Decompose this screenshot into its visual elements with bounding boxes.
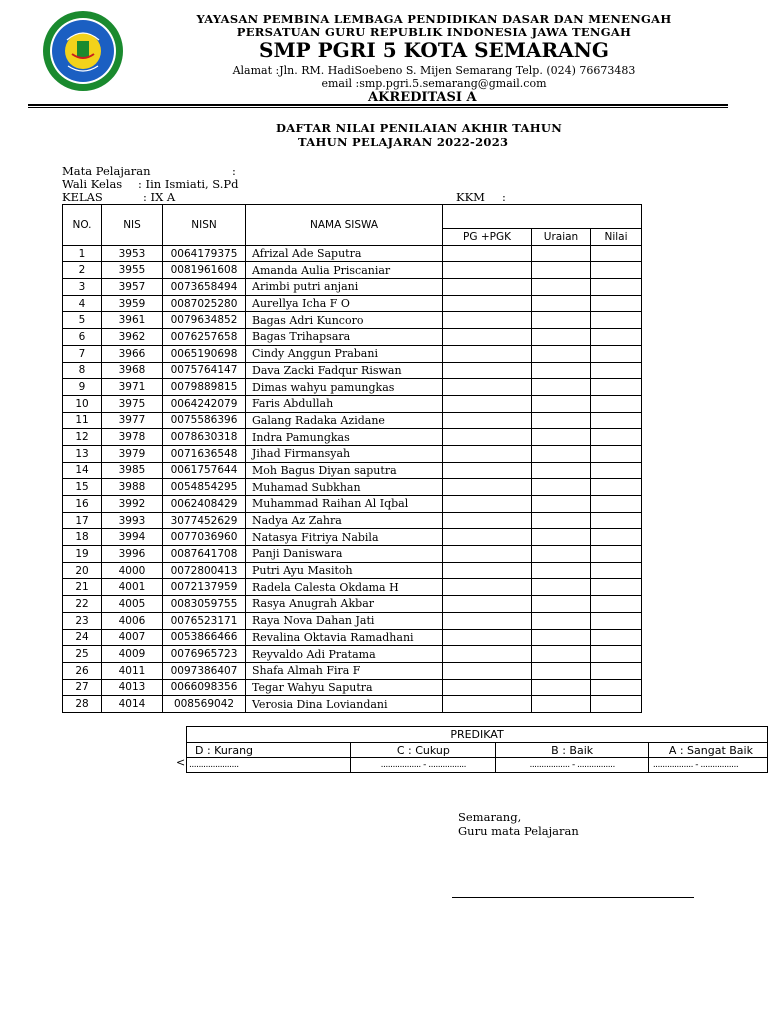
row-name-cell: Aurellya Icha F O xyxy=(246,295,443,312)
row-uraian-cell[interactable] xyxy=(532,646,591,663)
row-pg-cell[interactable] xyxy=(443,262,532,279)
table-row xyxy=(63,579,642,596)
row-pg-cell[interactable] xyxy=(443,562,532,579)
table-row xyxy=(63,395,642,412)
row-name-cell: Jihad Firmansyah xyxy=(246,445,443,462)
row-name-cell: Revalina Oktavia Ramadhani xyxy=(246,629,443,646)
row-nis-cell: 3959 xyxy=(102,295,163,312)
row-nisn-cell: 0079889815 xyxy=(163,379,246,396)
row-no-cell: 18 xyxy=(63,529,102,546)
row-uraian-cell[interactable] xyxy=(532,312,591,329)
row-name-cell: Bagas Adri Kuncoro xyxy=(246,312,443,329)
row-nilai-cell[interactable] xyxy=(591,395,642,412)
table-row xyxy=(63,596,642,613)
row-pg-cell[interactable] xyxy=(443,329,532,346)
row-nilai-cell[interactable] xyxy=(591,245,642,262)
row-nis-cell: 4011 xyxy=(102,662,163,679)
row-nilai-cell[interactable] xyxy=(591,262,642,279)
row-nis-cell: 3979 xyxy=(102,445,163,462)
row-uraian-cell[interactable] xyxy=(532,429,591,446)
row-nis-cell: 3962 xyxy=(102,329,163,346)
row-nilai-cell[interactable] xyxy=(591,579,642,596)
class-label: KELAS xyxy=(62,190,103,204)
row-nilai-cell[interactable] xyxy=(591,529,642,546)
row-nisn-cell: 0072800413 xyxy=(163,562,246,579)
row-pg-cell[interactable] xyxy=(443,295,532,312)
row-nisn-cell: 0073658494 xyxy=(163,279,246,296)
row-nisn-cell: 0081961608 xyxy=(163,262,246,279)
table-row xyxy=(63,512,642,529)
row-name-cell: Panji Daniswara xyxy=(246,546,443,563)
row-nisn-cell: 0075586396 xyxy=(163,412,246,429)
row-nisn-cell: 0064242079 xyxy=(163,395,246,412)
row-pg-cell[interactable] xyxy=(443,362,532,379)
table-row xyxy=(63,529,642,546)
table-row xyxy=(63,312,642,329)
row-no-cell: 15 xyxy=(63,479,102,496)
grade-d-label: D : Kurang xyxy=(187,743,351,758)
grades-body xyxy=(63,245,642,712)
row-nisn-cell: 0078630318 xyxy=(163,429,246,446)
class-value: : IX A xyxy=(143,190,176,204)
row-no-cell: 2 xyxy=(63,262,102,279)
row-nis-cell: 3993 xyxy=(102,512,163,529)
row-nis-cell: 3953 xyxy=(102,245,163,262)
row-nilai-cell[interactable] xyxy=(591,629,642,646)
row-no-cell: 26 xyxy=(63,662,102,679)
row-nis-cell: 3955 xyxy=(102,262,163,279)
table-row xyxy=(63,662,642,679)
row-nis-cell: 4005 xyxy=(102,596,163,613)
table-row xyxy=(63,429,642,446)
row-name-cell: Putri Ayu Masitoh xyxy=(246,562,443,579)
row-pg-cell[interactable] xyxy=(443,462,532,479)
predikat-marker: < xyxy=(176,756,186,769)
row-pg-cell[interactable] xyxy=(443,629,532,646)
row-no-cell: 11 xyxy=(63,412,102,429)
row-nilai-cell[interactable] xyxy=(591,479,642,496)
row-uraian-cell[interactable] xyxy=(532,329,591,346)
row-uraian-cell[interactable] xyxy=(532,245,591,262)
school-address: Alamat :Jln. RM. HadiSoebeno S. Mijen Semarang Telp. (024) 76673483 xyxy=(232,64,636,77)
row-no-cell: 25 xyxy=(63,646,102,663)
table-row xyxy=(63,379,642,396)
row-nis-cell: 3992 xyxy=(102,496,163,513)
row-nilai-cell[interactable] xyxy=(591,412,642,429)
row-nis-cell: 3961 xyxy=(102,312,163,329)
table-row xyxy=(63,546,642,563)
row-nilai-cell[interactable] xyxy=(591,696,642,713)
table-row xyxy=(63,345,642,362)
row-no-cell: 5 xyxy=(63,312,102,329)
row-name-cell: Reyvaldo Adi Pratama xyxy=(246,646,443,663)
row-pg-cell[interactable] xyxy=(443,496,532,513)
table-row xyxy=(63,362,642,379)
row-nilai-cell[interactable] xyxy=(591,612,642,629)
row-pg-cell[interactable] xyxy=(443,479,532,496)
row-uraian-cell[interactable] xyxy=(532,662,591,679)
row-pg-cell[interactable] xyxy=(443,662,532,679)
row-nisn-cell: 3077452629 xyxy=(163,512,246,529)
row-nis-cell: 4013 xyxy=(102,679,163,696)
row-no-cell: 14 xyxy=(63,462,102,479)
row-name-cell: Faris Abdullah xyxy=(246,395,443,412)
row-no-cell: 8 xyxy=(63,362,102,379)
row-nilai-cell[interactable] xyxy=(591,679,642,696)
row-uraian-cell[interactable] xyxy=(532,579,591,596)
row-nisn-cell: 0097386407 xyxy=(163,662,246,679)
row-nisn-cell: 0053866466 xyxy=(163,629,246,646)
table-row xyxy=(63,412,642,429)
grades-table xyxy=(62,204,642,713)
row-nisn-cell: 0061757644 xyxy=(163,462,246,479)
row-nis-cell: 3971 xyxy=(102,379,163,396)
row-name-cell: Indra Pamungkas xyxy=(246,429,443,446)
row-nisn-cell: 0065190698 xyxy=(163,345,246,362)
row-nilai-cell[interactable] xyxy=(591,646,642,663)
row-pg-cell[interactable] xyxy=(443,312,532,329)
header-rule-thick xyxy=(28,104,728,106)
header-pg-pgk: PG +PGK xyxy=(443,229,532,246)
table-row xyxy=(63,295,642,312)
table-row xyxy=(63,696,642,713)
row-nisn-cell: 0066098356 xyxy=(163,679,246,696)
table-row xyxy=(63,329,642,346)
grade-a-range[interactable]: ................. - ................ xyxy=(648,758,767,773)
accreditation: AKREDITASI A xyxy=(368,90,477,105)
row-nilai-cell[interactable] xyxy=(591,562,642,579)
row-nis-cell: 3968 xyxy=(102,362,163,379)
row-no-cell: 1 xyxy=(63,245,102,262)
row-uraian-cell[interactable] xyxy=(532,629,591,646)
header-uraian: Uraian xyxy=(532,229,591,246)
row-nisn-cell: 0076257658 xyxy=(163,329,246,346)
row-pg-cell[interactable] xyxy=(443,596,532,613)
grade-b-range[interactable]: ................. - ................ xyxy=(496,758,648,773)
row-uraian-cell[interactable] xyxy=(532,546,591,563)
row-nisn-cell: 008569042 xyxy=(163,696,246,713)
table-row xyxy=(63,479,642,496)
row-nisn-cell: 0076523171 xyxy=(163,612,246,629)
row-no-cell: 20 xyxy=(63,562,102,579)
row-uraian-cell[interactable] xyxy=(532,362,591,379)
row-name-cell: Shafa Almah Fira F xyxy=(246,662,443,679)
header-nilai: Nilai xyxy=(591,229,642,246)
row-no-cell: 24 xyxy=(63,629,102,646)
row-name-cell: Bagas Trihapsara xyxy=(246,329,443,346)
row-nis-cell: 4014 xyxy=(102,696,163,713)
row-no-cell: 4 xyxy=(63,295,102,312)
signature-line[interactable] xyxy=(452,897,694,898)
row-nisn-cell: 0087025280 xyxy=(163,295,246,312)
row-uraian-cell[interactable] xyxy=(532,462,591,479)
association-name: PERSATUAN GURU REPUBLIK INDONESIA JAWA TENGAH xyxy=(236,25,632,39)
row-nisn-cell: 0076965723 xyxy=(163,646,246,663)
row-name-cell: Moh Bagus Diyan saputra xyxy=(246,462,443,479)
row-nis-cell: 4000 xyxy=(102,562,163,579)
header-nis: NIS xyxy=(102,205,163,246)
row-uraian-cell[interactable] xyxy=(532,679,591,696)
foundation-name: YAYASAN PEMBINA LEMBAGA PENDIDIKAN DASAR DAN MENENGAH xyxy=(196,12,672,26)
row-pg-cell[interactable] xyxy=(443,679,532,696)
subject-label: Mata Pelajaran xyxy=(62,164,151,178)
row-nisn-cell: 0054854295 xyxy=(163,479,246,496)
row-no-cell: 21 xyxy=(63,579,102,596)
signature-role: Guru mata Pelajaran xyxy=(458,824,579,838)
row-pg-cell[interactable] xyxy=(443,512,532,529)
row-name-cell: Muhammad Raihan Al Iqbal xyxy=(246,496,443,513)
table-row xyxy=(63,279,642,296)
row-no-cell: 16 xyxy=(63,496,102,513)
row-nis-cell: 3988 xyxy=(102,479,163,496)
row-nilai-cell[interactable] xyxy=(591,362,642,379)
row-nilai-cell[interactable] xyxy=(591,496,642,513)
row-nilai-cell[interactable] xyxy=(591,379,642,396)
row-nisn-cell: 0072137959 xyxy=(163,579,246,596)
row-pg-cell[interactable] xyxy=(443,379,532,396)
row-nis-cell: 3977 xyxy=(102,412,163,429)
grade-a-label: A : Sangat Baik xyxy=(648,743,767,758)
grade-c-range[interactable]: ................. - ................ xyxy=(351,758,496,773)
table-row xyxy=(63,629,642,646)
header-name: NAMA SISWA xyxy=(246,205,443,246)
row-uraian-cell[interactable] xyxy=(532,696,591,713)
row-nis-cell: 3966 xyxy=(102,345,163,362)
grade-b-label: B : Baik xyxy=(496,743,648,758)
row-uraian-cell[interactable] xyxy=(532,295,591,312)
row-nilai-cell[interactable] xyxy=(591,596,642,613)
row-nilai-cell[interactable] xyxy=(591,329,642,346)
header-score-group xyxy=(443,205,642,229)
row-nis-cell: 4007 xyxy=(102,629,163,646)
row-name-cell: Amanda Aulia Priscaniar xyxy=(246,262,443,279)
row-nilai-cell[interactable] xyxy=(591,462,642,479)
header-nisn: NISN xyxy=(163,205,246,246)
row-pg-cell[interactable] xyxy=(443,546,532,563)
table-row xyxy=(63,245,642,262)
row-nisn-cell: 0071636548 xyxy=(163,445,246,462)
row-nis-cell: 3978 xyxy=(102,429,163,446)
row-no-cell: 12 xyxy=(63,429,102,446)
row-nisn-cell: 0075764147 xyxy=(163,362,246,379)
kkm-label: KKM xyxy=(456,190,485,204)
row-nilai-cell[interactable] xyxy=(591,512,642,529)
row-nis-cell: 3994 xyxy=(102,529,163,546)
row-name-cell: Natasya Fitriya Nabila xyxy=(246,529,443,546)
row-no-cell: 28 xyxy=(63,696,102,713)
row-uraian-cell[interactable] xyxy=(532,345,591,362)
row-name-cell: Cindy Anggun Prabani xyxy=(246,345,443,362)
academic-year: TAHUN PELAJARAN 2022-2023 xyxy=(298,135,509,149)
table-row xyxy=(63,612,642,629)
row-pg-cell[interactable] xyxy=(443,696,532,713)
document-title: DAFTAR NILAI PENILAIAN AKHIR TAHUN xyxy=(276,121,563,135)
row-nisn-cell: 0087641708 xyxy=(163,546,246,563)
row-name-cell: Rasya Anugrah Akbar xyxy=(246,596,443,613)
row-name-cell: Dava Zacki Fadqur Riswan xyxy=(246,362,443,379)
row-nis-cell: 4001 xyxy=(102,579,163,596)
school-name: SMP PGRI 5 KOTA SEMARANG xyxy=(259,38,609,62)
row-nilai-cell[interactable] xyxy=(591,279,642,296)
row-no-cell: 27 xyxy=(63,679,102,696)
row-no-cell: 17 xyxy=(63,512,102,529)
row-pg-cell[interactable] xyxy=(443,579,532,596)
row-uraian-cell[interactable] xyxy=(532,512,591,529)
row-nis-cell: 3957 xyxy=(102,279,163,296)
row-nis-cell: 4006 xyxy=(102,612,163,629)
row-no-cell: 19 xyxy=(63,546,102,563)
row-name-cell: Verosia Dina Loviandani xyxy=(246,696,443,713)
row-uraian-cell[interactable] xyxy=(532,562,591,579)
row-nis-cell: 3985 xyxy=(102,462,163,479)
row-uraian-cell[interactable] xyxy=(532,279,591,296)
row-no-cell: 13 xyxy=(63,445,102,462)
row-pg-cell[interactable] xyxy=(443,412,532,429)
row-nisn-cell: 0062408429 xyxy=(163,496,246,513)
row-nilai-cell[interactable] xyxy=(591,445,642,462)
row-nisn-cell: 0064179375 xyxy=(163,245,246,262)
subject-colon: : xyxy=(232,164,236,178)
table-row xyxy=(63,562,642,579)
row-pg-cell[interactable] xyxy=(443,612,532,629)
row-no-cell: 7 xyxy=(63,345,102,362)
table-row xyxy=(63,462,642,479)
row-nisn-cell: 0079634852 xyxy=(163,312,246,329)
row-no-cell: 22 xyxy=(63,596,102,613)
row-nilai-cell[interactable] xyxy=(591,345,642,362)
row-pg-cell[interactable] xyxy=(443,345,532,362)
row-name-cell: Dimas wahyu pamungkas xyxy=(246,379,443,396)
row-no-cell: 9 xyxy=(63,379,102,396)
table-row xyxy=(63,262,642,279)
signature-place: Semarang, xyxy=(458,810,522,824)
row-uraian-cell[interactable] xyxy=(532,395,591,412)
row-nilai-cell[interactable] xyxy=(591,429,642,446)
row-nilai-cell[interactable] xyxy=(591,546,642,563)
row-pg-cell[interactable] xyxy=(443,445,532,462)
row-uraian-cell[interactable] xyxy=(532,612,591,629)
row-uraian-cell[interactable] xyxy=(532,262,591,279)
row-nisn-cell: 0077036960 xyxy=(163,529,246,546)
row-no-cell: 6 xyxy=(63,329,102,346)
row-uraian-cell[interactable] xyxy=(532,529,591,546)
row-name-cell: Arimbi putri anjani xyxy=(246,279,443,296)
table-row xyxy=(63,496,642,513)
row-nilai-cell[interactable] xyxy=(591,312,642,329)
row-pg-cell[interactable] xyxy=(443,395,532,412)
row-pg-cell[interactable] xyxy=(443,429,532,446)
row-no-cell: 23 xyxy=(63,612,102,629)
predikat-title: PREDIKAT xyxy=(187,727,768,743)
row-name-cell: Muhamad Subkhan xyxy=(246,479,443,496)
row-no-cell: 3 xyxy=(63,279,102,296)
row-pg-cell[interactable] xyxy=(443,245,532,262)
grade-d-range[interactable]: ..................... xyxy=(187,758,351,773)
row-pg-cell[interactable] xyxy=(443,279,532,296)
header-rule-thin xyxy=(28,107,728,108)
kkm-colon: : xyxy=(502,190,506,204)
row-nilai-cell[interactable] xyxy=(591,662,642,679)
row-uraian-cell[interactable] xyxy=(532,379,591,396)
table-row xyxy=(63,445,642,462)
row-nis-cell: 4009 xyxy=(102,646,163,663)
homeroom-value: : Iin Ismiati, S.Pd xyxy=(138,177,239,191)
row-uraian-cell[interactable] xyxy=(532,412,591,429)
homeroom-label: Wali Kelas xyxy=(62,177,123,191)
table-row xyxy=(63,646,642,663)
row-nis-cell: 3996 xyxy=(102,546,163,563)
grade-c-label: C : Cukup xyxy=(351,743,496,758)
row-pg-cell[interactable] xyxy=(443,646,532,663)
row-uraian-cell[interactable] xyxy=(532,496,591,513)
row-name-cell: Galang Radaka Azidane xyxy=(246,412,443,429)
header-no: NO. xyxy=(63,205,102,246)
row-nis-cell: 3975 xyxy=(102,395,163,412)
row-name-cell: Tegar Wahyu Saputra xyxy=(246,679,443,696)
row-nilai-cell[interactable] xyxy=(591,295,642,312)
row-name-cell: Nadya Az Zahra xyxy=(246,512,443,529)
table-row xyxy=(63,679,642,696)
row-uraian-cell[interactable] xyxy=(532,479,591,496)
school-email: email :smp.pgri.5.semarang@gmail.com xyxy=(321,77,547,90)
row-uraian-cell[interactable] xyxy=(532,445,591,462)
row-name-cell: Afrizal Ade Saputra xyxy=(246,245,443,262)
row-nisn-cell: 0083059755 xyxy=(163,596,246,613)
row-name-cell: Raya Nova Dahan Jati xyxy=(246,612,443,629)
row-no-cell: 10 xyxy=(63,395,102,412)
row-pg-cell[interactable] xyxy=(443,529,532,546)
predikat-table xyxy=(186,726,768,773)
row-name-cell: Radela Calesta Okdama H xyxy=(246,579,443,596)
row-uraian-cell[interactable] xyxy=(532,596,591,613)
